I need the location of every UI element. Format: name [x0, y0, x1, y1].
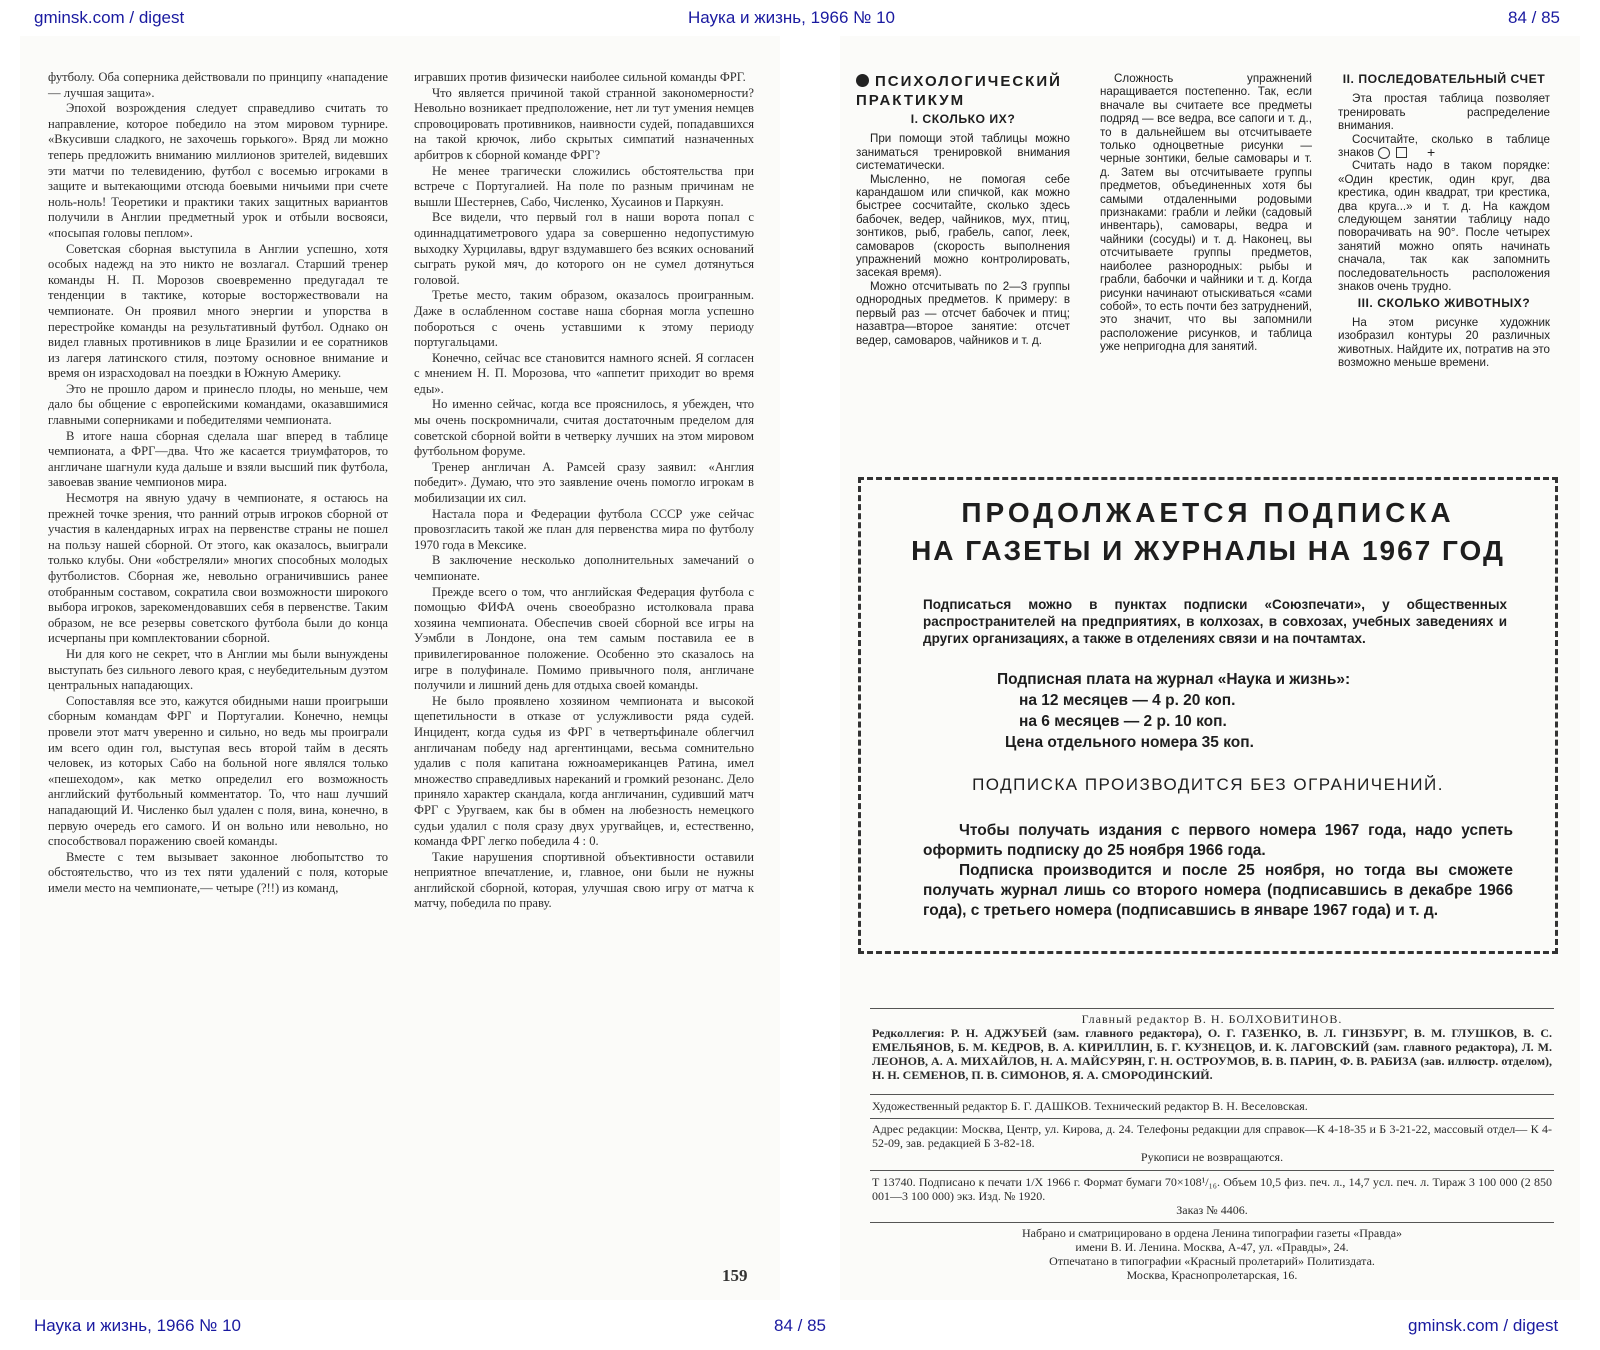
- paragraph: Несмотря на явную удачу в чемпионате, я остаюсь на прежней точке зрения, что ранний отрыв игроков сборной от участия в календарных играх на первенстве страны не пошел на пользу нашей сборной. От этого, как оказалось, выиграли только клубы. Они «обстреляли» многих способных молодых футболистов. Сборная же, невольно ограничившись ранее отобранным составом, сократила свои возможности широкого выбора игроков, зарекомендовавших себя в первенстве. Таким образом, не все резервы советского футбола были до конца исчерпаны при комплектовании сборной.: [48, 491, 388, 646]
- issue-title-top: Наука и жизнь, 1966 № 10: [688, 8, 896, 27]
- site-link-top[interactable]: gminsk.com / digest: [34, 8, 185, 27]
- practicum-column-2: [1100, 72, 1312, 354]
- paragraph: Все видели, что первый гол в наши ворота попал с одиннадцатиметрового удара за совершенно недопустимую выходку Хурцилавы, вдруг вздумавшего без всяких оснований сыграть рукой мяч, до которого он не сумел дотянуться головой.: [414, 210, 754, 287]
- notice-intro: Подписаться можно в пунктах подписки «Союзпечати», у общественных распространителей на предприятиях, в колхозах, в совхозах, учебных заведениях и других организациях, а также в отделениях связи и на почтамтах.: [923, 597, 1507, 646]
- price-single: Цена отдельного номера 35 коп.: [1005, 734, 1254, 751]
- paragraph: Эпохой возрождения следует справедливо считать то направление, которое победило на этом мировом турнире. «Вкусивши сладкого, не захочешь горького». Вряд ли можно теперь предложить вниманию миллионов зрителей, видевших эти матчи по телевидению, футбол с восемью игроками в защите и вытекающими отсюда боевыми ничьими при счете ноль-ноль! Теоретики и практики таких защитных вариантов получили в Англии предметный урок и отбыли восвояси, «посыпая головы пеплом».: [48, 101, 388, 240]
- typography-line: Москва, Краснопролетарская, 16.: [1126, 1268, 1298, 1282]
- paragraph: Но именно сейчас, когда все прояснилось, я убежден, что мы очень поскромничали, считая достаточным пределом для советской сборной войти в четверку лучших на этом мировом футбольном форуме.: [414, 397, 754, 459]
- paragraph: Сосчитайте, сколько в таблице знаков +: [1338, 132, 1550, 160]
- paragraph: Советская сборная выступила в Англии успешно, хотя особых надежд на это никто не возлагал. Старший тренер команды Н. П. Морозов своевременно предугадал те тенденции в тактике, которые восторжествовали на чемпионате. Он проявил много энергии и упорства в перестройке команды на результативный футбол. Однако он видел главных противников в лице Бразилии и ее соратников из лагеря латинского стиля, поэтому основное внимание и время он израсходовал на поездки в Южную Америку.: [48, 241, 388, 381]
- paragraph: Тренер англичан А. Рамсей сразу заявил: «Англия победит». Думаю, что это заявление очень помогло игрокам в мобилизации их сил.: [414, 459, 754, 506]
- left-column-1: [48, 70, 388, 896]
- practicum-column-1: [856, 72, 1070, 347]
- paragraph: Чтобы получать издания с первого номера 1967 года, надо успеть оформить подписку до 25 ноября 1966 года.: [923, 822, 1513, 859]
- divider: [870, 1170, 1554, 1171]
- imprint-editors: [872, 1012, 1552, 1082]
- typography-line: имени В. И. Ленина. Москва, А-47, ул. «Правды», 24.: [1075, 1240, 1349, 1254]
- imprint-print: [872, 1175, 1552, 1217]
- section-title: ПСИХОЛОГИЧЕСКИЙ ПРАКТИКУМ: [856, 73, 1062, 109]
- divider: [870, 1118, 1554, 1119]
- order-number: Заказ № 4406.: [1176, 1203, 1248, 1217]
- circle-icon: [1378, 147, 1390, 159]
- imprint-address: [872, 1122, 1552, 1164]
- paragraph: Считать надо в таком порядке: «Один крестик, один круг, два крестика, один квадрат, три крестика, два круга...» и т. д. На каждом следующем занятии таблицу надо поворачивать на 90°. После четырех занятий можно опять начинать сначала, так как запомнить последовательность расположения знаков очень трудно.: [1338, 159, 1550, 294]
- paragraph: игравших против физически наиболее сильной команды ФРГ.: [414, 70, 746, 84]
- square-icon: [1396, 147, 1407, 158]
- print-details: Т 13740. Подписано к печати 1/X 1966 г. Формат бумаги 70×108¹/₁₆. Объем 10,5 физ. печ. л., 14,7 усл. печ. л. Тираж 3 100 000 (2 850 001—3 100 000) экз. Изд. № 1920.: [872, 1175, 1552, 1203]
- practicum-column-3: [1338, 70, 1550, 370]
- paragraph: Третье место, таким образом, оказалось проигранным. Даже в ослабленном составе наша сборная могла успешно побороться с очень уставшими к этому периоду португальцами.: [414, 288, 754, 350]
- exercise-heading: I. СКОЛЬКО ИХ?: [910, 112, 1016, 126]
- page-number: 159: [722, 1266, 748, 1285]
- paragraph: Мысленно, не помогая себе карандашом или спичкой, как можно быстрее сосчитайте, сколько здесь бабочек, ведер, чайников, мух, птиц, зонтиков, рыб, грабель, сапог, леек, самоваров (скорость выполнения упражнений можно контролировать, засекая время).: [856, 172, 1070, 280]
- paragraph: В заключение несколько дополнительных замечаний о чемпионате.: [414, 553, 754, 583]
- paragraph: Сопоставляя все это, кажутся обидными наши проигрыши сборным командам ФРГ и Португалии. Конечно, немцы провели этот матч уверенно и сильно, но ведь мы проиграли им всего один гол, выступая весь второй тайм в десять человек, из которых Сабо на больной ноге являлся только «пешеходом», как метко определил его возможность английский футбольный комментатор. То, что наш лучший нападающий И. Численко был удален с поля, вина, конечно, в первую очередь его самого. И он вольно или невольно, но способствовал поражению своей команды.: [48, 693, 388, 849]
- notice-title: ПРОДОЛЖАЕТСЯ ПОДПИСКА: [961, 497, 1455, 528]
- paragraph: Можно отсчитывать по 2—3 группы однородных предметов. К примеру: в первый раз — отсчет бабочек и птиц; назавтра—второе занятие: отсчет ведер, самоваров, чайников и т. д.: [856, 279, 1070, 347]
- typography-line: Набрано и сматрицировано в ордена Ленина типографии газеты «Правда»: [1021, 1226, 1403, 1240]
- imprint-typography: [872, 1226, 1552, 1282]
- exercise-heading: II. ПОСЛЕДОВАТЕЛЬНЫЙ СЧЕТ: [1342, 72, 1546, 86]
- chief-editor: Главный редактор В. Н. БОЛХОВИТИНОВ.: [1081, 1012, 1343, 1026]
- address: Адрес редакции: Москва, Центр, ул. Кирова, д. 24. Телефоны редакции для справок—К 4-18-35 и Б 3-21-22, массовый отдел— К 4-52-09, зав. редакцией Б 3-82-18.: [872, 1122, 1552, 1150]
- paragraph: Настала пора и Федерации футбола СССР уже сейчас провозгласить такой же план для первенства мира по футболу 1970 года в Мексике.: [414, 506, 754, 552]
- notice-subtitle: НА ГАЗЕТЫ И ЖУРНАЛЫ НА 1967 ГОД: [911, 535, 1505, 566]
- paragraph: Прежде всего о том, что английская Федерация футбола с помощью ФИФА очень своеобразно истолковала права хозяина чемпионата. Обеспечив своей сборной все игры на Уэмбли в Лондоне, она тем самым поставила ее в привилегированное положение. Особенно это сказалось на игре в полуфинале. Помимо привычного поля, англичане получили и лишний день для отдыха своей команды.: [414, 584, 754, 693]
- paragraph: Эта простая таблица позволяет тренировать распределение внимания.: [1338, 92, 1550, 133]
- cross-icon: +: [1426, 143, 1436, 160]
- paragraph: Не было проявлено хозяином чемпионата и высокой щепетильности в отказе от услужливости ряда судей. Инцидент, когда судья из ФРГ в четвертьфинале облегчил англичанам победу над аргентинцами, весьма сомнительно удалив с поля капитана южноамериканцев Ратина, имел множество справедливых нареканий и громкий резонанс. Дело приняло характер скандала, когда англичанин, судивший матч ФРГ с Уругваем, как бы в обмен на любезность немецкого судьи удалил с поля сразу двух уругвайцев, и, естественно, команда ФРГ легко победила 4 : 0.: [414, 693, 754, 849]
- paragraph: На этом рисунке художник изобразил контуры 20 различных животных. Найдите их, потратив на это возможно меньше времени.: [1338, 315, 1550, 370]
- paragraph: Конечно, сейчас все становится намного ясней. Я согласен с мнением Н. П. Морозова, что «аппетит приходит во время еды».: [414, 350, 754, 396]
- subscription-notice: [858, 477, 1558, 954]
- paragraph: Это не прошло даром и принесло плоды, но меньше, чем дало бы общение с европейскими командами, оказавшимися главными соперниками и победителями чемпионата.: [48, 381, 388, 428]
- divider: [870, 1008, 1554, 1009]
- price-heading: Подписная плата на журнал «Наука и жизнь»:: [997, 671, 1351, 688]
- price-block: [997, 669, 1555, 753]
- imprint-art: Художественный редактор Б. Г. ДАШКОВ. Технический редактор В. Н. Веселовская.: [872, 1099, 1308, 1113]
- paragraph: Ни для кого не секрет, что в Англии мы были вынуждены выступать без сильного левого края, с неубедительным дуэтом центральных нападающих.: [48, 646, 388, 693]
- price-12-months: на 12 месяцев — 4 р. 20 коп.: [1019, 692, 1236, 709]
- deadline-block: [923, 821, 1513, 921]
- paragraph: Подписка производится и после 25 ноября, но тогда вы сможете получать журнал лишь со второго номера (подписавшись в декабре 1966 года), с третьего номера (подписавшись в январе 1967 года) и т. д.: [923, 862, 1513, 919]
- divider: [870, 1094, 1554, 1095]
- editorial-board: Редколлегия: Р. Н. АДЖУБЕЙ (зам. главного редактора), О. Г. ГАЗЕНКО, В. Л. ГИНЗБУРГ, В. М. ГЛУШКОВ, В. С. ЕМЕЛЬЯНОВ, Б. М. КЕДРОВ, В. А. КИРИЛЛИН, Б. Г. КУЗНЕЦОВ, И. К. ЛАГОВСКИЙ (зам. главного редактора), Л. М. ЛЕОНОВ, А. А. МИХАЙЛОВ, Н. А. МАЙСУРЯН, Г. Н. ОСТРОУМОВ, В. В. ПАРИН, Ф. В. РАБИЗА (зав. иллюстр. отделом), Н. Н. СЕМЕНОВ, П. В. СИМОНОВ, Я. А. СМОРОДИНСКИЙ.: [872, 1026, 1552, 1082]
- typography-line: Отпечатано в типографии «Красный пролетарий» Политиздата.: [1049, 1254, 1375, 1268]
- paragraph: Сложность упражнений наращивается постепенно. Так, если вначале вы считаете все предметы подряд — все ведра, все сапоги и т. д., то в дальнейшем вы отсчитываете только одноцветные рисунки — черные зонтики, белые самовары и т. д. Затем вы отсчитываете группы предметов, объединенных хотя бы самыми отдаленными родовыми признаками: грабли и лейки (садовый инвентарь), самовары, ведра и чайники (сосуды) и т. д. Наконец, вы отсчитываете группы предметов, наиболее разнородных: рыбы и грабли, бабочки и чайники и т. д. Когда рисунки начинают отыскиваться «сами собой», то есть почти без затруднений, это значит, что вы запомнили расположение рисунков, и таблица уже непригодна для занятий.: [1100, 72, 1312, 354]
- paragraph: Вместе с тем вызывает законное любопытство то обстоятельство, что из тех пяти удалений с поля, которые имели место на чемпионате,— четыре (?!!) из команд,: [48, 849, 388, 895]
- page-counter-bottom: 84 / 85: [774, 1316, 826, 1335]
- paragraph: При помощи этой таблицы можно заниматься тренировкой внимания систематически.: [856, 132, 1070, 173]
- paragraph: Такие нарушения спортивной объективности оставили неприятное впечатление, и, главное, они были не нужны английской сборной, которая, улучшая свою игру от матча к матчу, победила по праву.: [414, 849, 754, 911]
- page-counter-top: 84 / 85: [1508, 8, 1560, 27]
- price-6-months: на 6 месяцев — 2 р. 10 коп.: [1019, 713, 1227, 730]
- site-link-bottom[interactable]: gminsk.com / digest: [1408, 1316, 1559, 1335]
- manuscripts-note: Рукописи не возвращаются.: [1140, 1150, 1284, 1164]
- paragraph: футболу. Оба соперника действовали по принципу «нападение — лучшая защита».: [48, 70, 388, 100]
- paragraph: Не менее трагически сложились обстоятельства при встрече с Португалией. На поле по разным причинам не вышли Шестернев, Сабо, Численко, Хусаинов и Паркуян.: [414, 163, 754, 209]
- exercise-heading: III. СКОЛЬКО ЖИВОТНЫХ?: [1357, 295, 1531, 310]
- divider: [870, 1222, 1554, 1223]
- left-column-2: [414, 70, 754, 912]
- issue-title-bottom: Наука и жизнь, 1966 № 10: [34, 1316, 242, 1335]
- paragraph: В итоге наша сборная сделала шаг вперед в таблице чемпионата, а ФРГ—два. Что же касается триумфаторов, то англичане шагнули куда дальше и взяли высший пик футбола, завоевав звание чемпионов мира.: [48, 428, 388, 490]
- bullet-icon: [856, 74, 869, 87]
- no-limit-note: ПОДПИСКА ПРОИЗВОДИТСЯ БЕЗ ОГРАНИЧЕНИЙ.: [972, 775, 1444, 794]
- paragraph: Что является причиной такой странной закономерности? Невольно возникает предположение, нет ли тут умения немцев спровоцировать противников, наивности судей, попадавшихся на такой крючок, либо скрытых симпатий назначенных арбитров к сборной команде ФРГ?: [414, 85, 754, 162]
